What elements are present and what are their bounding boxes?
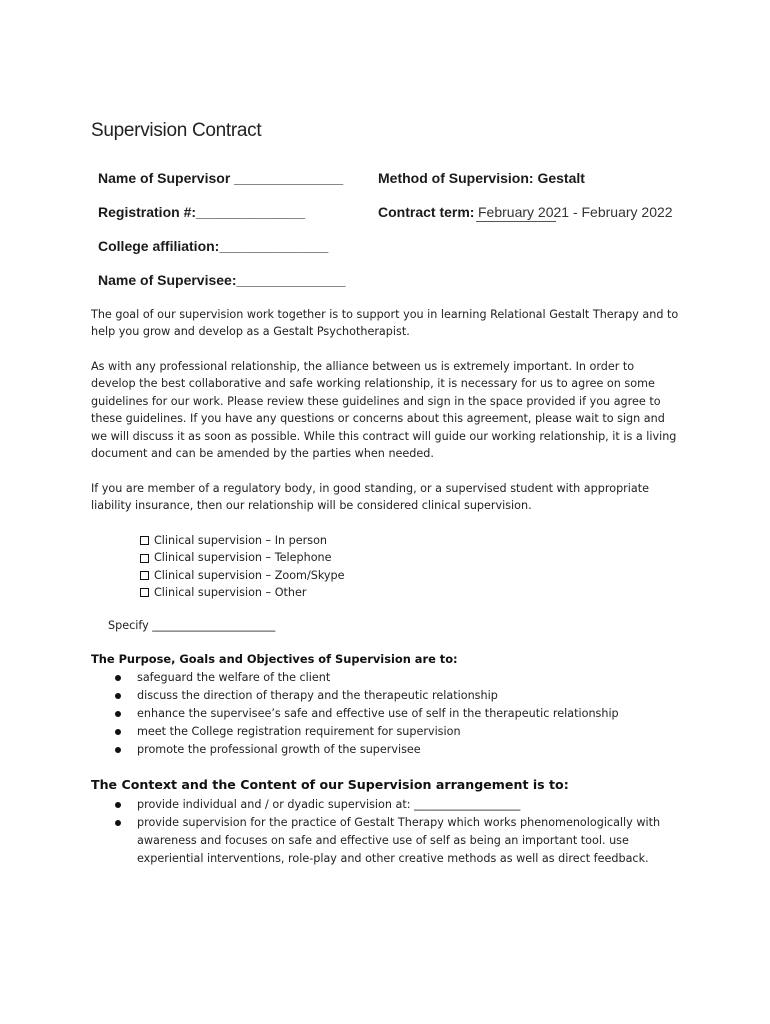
contract-term-value[interactable]: February 2021 - February 2022 xyxy=(478,204,673,220)
list-item: safeguard the welfare of the client xyxy=(115,669,675,687)
checkbox-telephone[interactable] xyxy=(140,554,149,563)
list-item: provide individual and / or dyadic supervision at: ___________________ xyxy=(115,796,675,814)
contract-term-underline xyxy=(476,221,556,222)
list-item: promote the professional growth of the supervisee xyxy=(115,741,675,759)
bullet-icon xyxy=(115,693,121,699)
option-label: Clinical supervision – Zoom/Skype xyxy=(154,568,345,582)
clinical-supervision-paragraph: If you are member of a regulatory body, in good standing, or a supervised student with appropriate liability insurance, then our relationship will be considered clinical supervision. xyxy=(91,482,650,513)
option-in-person[interactable] xyxy=(140,532,345,549)
checkbox-zoom-skype[interactable] xyxy=(140,571,149,580)
option-label: Clinical supervision – Other xyxy=(154,586,307,600)
bullet-icon xyxy=(115,675,121,681)
purpose-list xyxy=(115,669,675,759)
supervisor-name-field[interactable]: Name of Supervisor ______________ xyxy=(98,170,344,186)
specify-field[interactable]: Specify ______________________ xyxy=(108,619,276,632)
option-other[interactable] xyxy=(140,584,345,601)
method-value: Gestalt xyxy=(537,170,585,186)
alliance-paragraph: As with any professional relationship, the alliance between us is extremely important. In order to develop the best collaborative and safe working relationship, it is necessary for us to agree on some guidelines for our work. Please review these guidelines and sign in the space provided if you agree to these guidelines. If you have any questions or concerns about this agreement, please wait to sign and we will discuss it as soon as possible. While this contract will guide our working relationship, it is a living document and can be amended by the parties when needed. xyxy=(91,360,677,461)
option-label: Clinical supervision – Telephone xyxy=(154,551,332,565)
checkbox-in-person[interactable] xyxy=(140,536,149,545)
registration-field[interactable]: Registration #:______________ xyxy=(98,204,306,220)
list-item: meet the College registration requirement for supervision xyxy=(115,723,675,741)
context-list xyxy=(115,796,675,868)
bullet-icon xyxy=(115,711,121,717)
option-label: Clinical supervision – In person xyxy=(154,534,328,547)
college-affiliation-field[interactable]: College affiliation:______________ xyxy=(98,238,329,254)
supervision-type-options xyxy=(140,532,345,602)
context-heading: The Context and the Content of our Supervision arrangement is to: xyxy=(91,777,569,792)
bullet-icon xyxy=(115,820,121,826)
purpose-heading: The Purpose, Goals and Objectives of Supervision are to: xyxy=(91,652,458,666)
checkbox-other[interactable] xyxy=(140,588,149,597)
method-label: Method of Supervision: xyxy=(378,170,534,186)
contract-term-label: Contract term: xyxy=(378,204,475,220)
method-of-supervision-field xyxy=(378,170,585,186)
option-zoom-skype[interactable] xyxy=(140,567,345,584)
document-title: Supervision Contract xyxy=(91,120,262,141)
bullet-icon xyxy=(115,729,121,735)
list-item: provide supervision for the practice of Gestalt Therapy which works phenomenologically with awareness and focuses on safe and effective use of self as being an important tool. use experiential interventions, role-play and other creative methods as well as direct feedback. xyxy=(115,814,675,868)
supervisee-name-field[interactable]: Name of Supervisee:______________ xyxy=(98,272,346,288)
list-item: enhance the supervisee’s safe and effective use of self in the therapeutic relationship xyxy=(115,705,675,723)
goal-paragraph: The goal of our supervision work together is to support you in learning Relational Gestalt Therapy and to help you grow and develop as a Gestalt Psychotherapist. xyxy=(91,308,679,339)
bullet-icon xyxy=(115,802,121,808)
option-telephone[interactable] xyxy=(140,549,345,566)
bullet-icon xyxy=(115,747,121,753)
list-item: discuss the direction of therapy and the therapeutic relationship xyxy=(115,687,675,705)
